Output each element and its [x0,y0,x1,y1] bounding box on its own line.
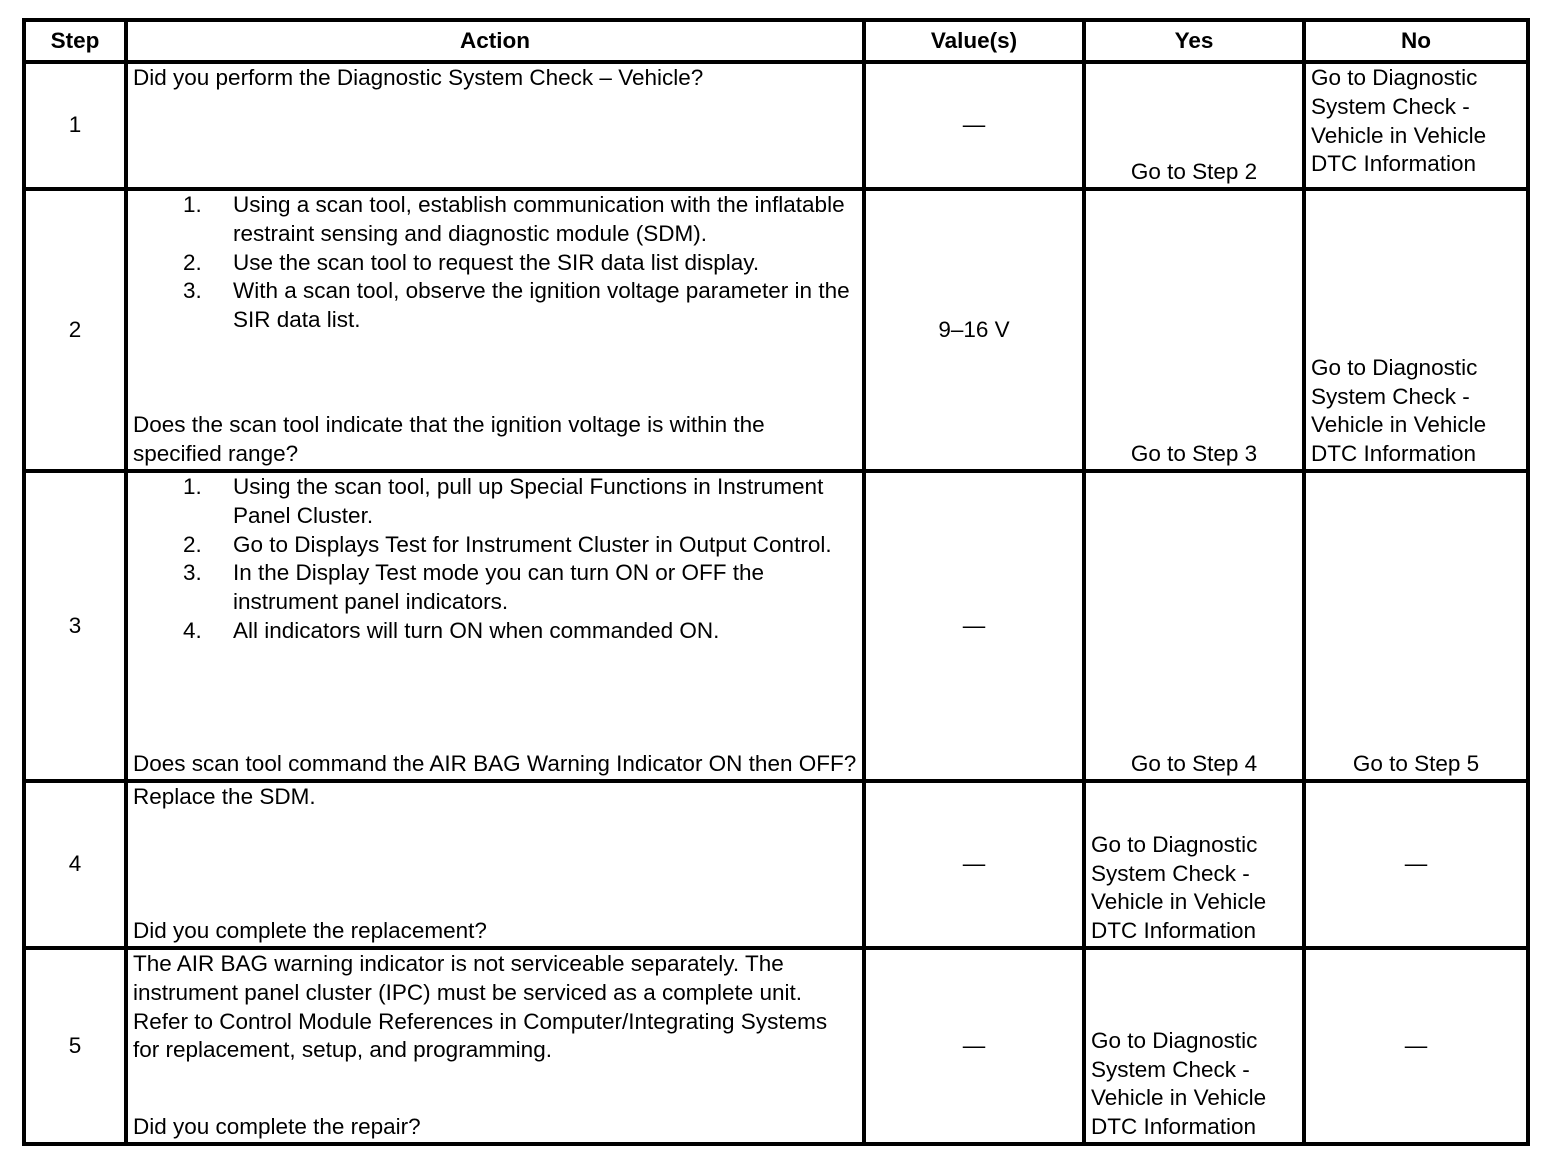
yes-cell: Go to Step 2 [1084,62,1304,189]
value-cell: — [864,62,1084,189]
action-text: The AIR BAG warning indicator is not serviceable separately. The instrument panel cluster (IPC) must be serviced as a complete unit. Refer to Control Module References in Computer/Integrating Systems for replacement, setup, and programming. [133,951,828,1063]
action-cell [126,62,864,189]
list-item: 3. With a scan tool, observe the ignition voltage parameter in the SIR data list. [183,278,850,333]
action-steps-list [133,191,857,335]
action-text: Replace the SDM. [133,784,316,809]
header-action: Action [126,20,864,62]
step-number: 5 [24,948,126,1144]
step-number: 3 [24,471,126,781]
table-row-step-1 [24,62,1528,189]
action-text: Did you perform the Diagnostic System Check – Vehicle? [133,65,704,90]
no-cell: Go to Diagnostic System Check - Vehicle in Vehicle DTC Information [1304,62,1528,189]
value-cell: — [864,781,1084,948]
list-item: 2. Use the scan tool to request the SIR data list display. [183,249,760,275]
no-cell: — [1304,948,1528,1144]
step-number: 4 [24,781,126,948]
action-cell [126,189,864,471]
list-item: 4. All indicators will turn ON when commanded ON. [183,617,720,643]
yes-cell: Go to Step 3 [1084,189,1304,471]
yes-cell: Go to Diagnostic System Check - Vehicle in Vehicle DTC Information [1084,781,1304,948]
action-cell [126,781,864,948]
table-row-step-3 [24,471,1528,781]
action-cell [126,948,864,1144]
diagnostic-table [22,18,1530,1146]
list-item: 1. Using the scan tool, pull up Special Functions in Instrument Panel Cluster. [183,474,824,528]
table-row-step-2 [24,189,1528,471]
list-item: 2. Go to Displays Test for Instrument Cluster in Output Control. [183,531,832,557]
header-no: No [1304,20,1528,62]
no-cell: Go to Step 5 [1304,471,1528,781]
yes-cell: Go to Diagnostic System Check - Vehicle in Vehicle DTC Information [1084,948,1304,1144]
header-step: Step [24,20,126,62]
action-steps-list [133,473,857,646]
value-cell: — [864,948,1084,1144]
table-row-step-4 [24,781,1528,948]
action-question: Did you complete the replacement? [133,918,487,944]
list-item: 1. Using a scan tool, establish communication with the inflatable restraint sensing and diagnostic module (SDM). [183,192,845,246]
list-item: 3. In the Display Test mode you can turn ON or OFF the instrument panel indicators. [183,560,765,615]
step-number: 1 [24,62,126,189]
value-cell: 9–16 V [864,189,1084,471]
step-number: 2 [24,189,126,471]
header-row [24,20,1528,62]
no-cell: Go to Diagnostic System Check - Vehicle in Vehicle DTC Information [1304,189,1528,471]
header-values: Value(s) [864,20,1084,62]
table-row-step-5 [24,948,1528,1144]
action-question: Does the scan tool indicate that the ignition voltage is within the specified range? [133,412,765,467]
value-cell: — [864,471,1084,781]
action-question: Does scan tool command the AIR BAG Warning Indicator ON then OFF? [133,751,857,777]
action-cell [126,471,864,781]
yes-cell: Go to Step 4 [1084,471,1304,781]
action-question: Did you complete the repair? [133,1114,421,1140]
header-yes: Yes [1084,20,1304,62]
no-cell: — [1304,781,1528,948]
